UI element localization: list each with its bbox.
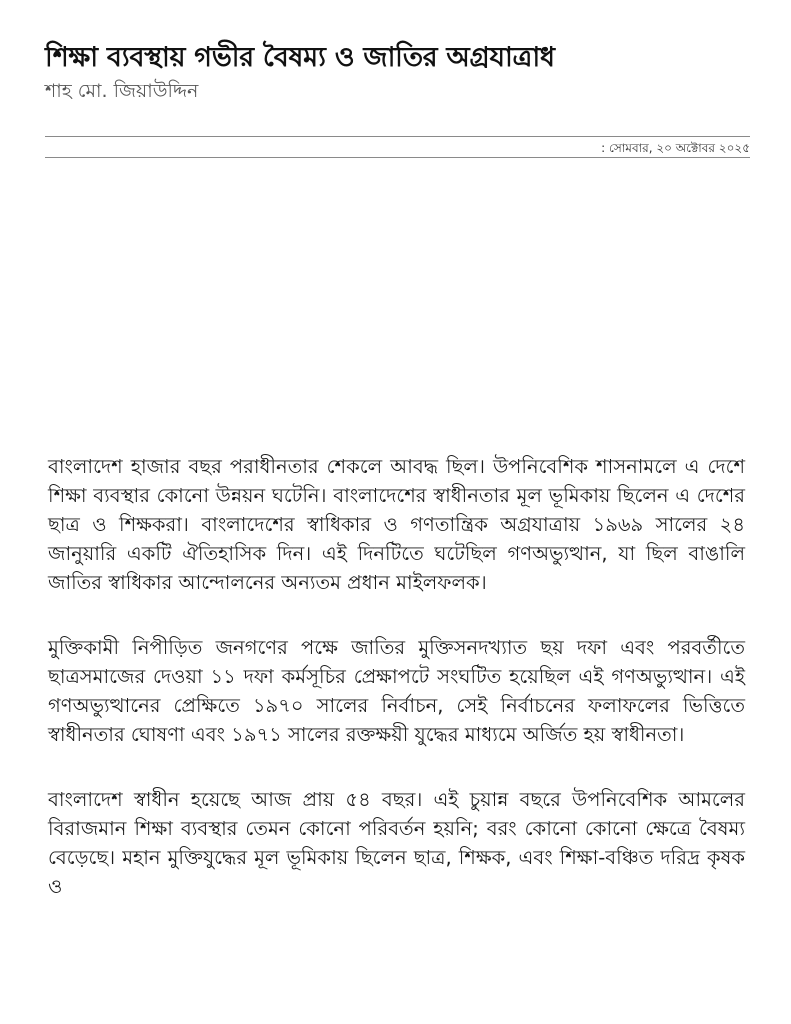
article-image-placeholder xyxy=(45,170,750,440)
publish-date: : সোমবার, ২০ অক্টোবর ২০২৫ xyxy=(601,141,750,155)
article-paragraph: বাংলাদেশ স্বাধীন হয়েছে আজ প্রায় ৫৪ বছর। এই চুয়ান্ন বছরে উপনিবেশিক আমলের বিরাজমান শিক্ষা ব্যবস্থার তেমন কোনো পরিবর্তন হয়নি; বরং কোনো কোনো ক্ষেত্রে বৈষম্য বেড়েছে। মহান মুক্তিযুদ্ধের মূল ভূমিকায় ছিলেন ছাত্র, শিক্ষক, এবং শিক্ষা-বঞ্চিত দরিদ্র কৃষক ও xyxy=(48,788,745,898)
publish-date-bar xyxy=(45,136,750,158)
article-body xyxy=(48,452,745,937)
article-header xyxy=(45,38,750,104)
article-title: শিক্ষা ব্যবস্থায় গভীর বৈষম্য ও জাতির অগ্রযাত্রাধ xyxy=(45,42,555,73)
article-paragraph: মুক্তিকামী নিপীড়িত জনগণের পক্ষে জাতির মুক্তিসনদখ্যাত ছয় দফা এবং পরবর্তীতে ছাত্রসমাজের দেওয়া ১১ দফা কর্মসূচির প্রেক্ষাপটে সংঘটিত হয়েছিল এই গণঅভ্যুত্থান। এই গণঅভ্যুত্থানের প্রেক্ষিতে ১৯৭০ সালের নির্বাচন, সেই নির্বাচনের ফলাফলের ভিত্তিতে স্বাধীনতার ঘোষণা এবং ১৯৭১ সালের রক্তক্ষয়ী যুদ্ধের মাধ্যমে অর্জিত হয় স্বাধীনতা। xyxy=(48,636,745,746)
article-author[interactable]: শাহ মো. জিয়াউদ্দিন xyxy=(45,80,199,102)
article-paragraph: বাংলাদেশ হাজার বছর পরাধীনতার শেকলে আবদ্ধ ছিল। উপনিবেশিক শাসনামলে এ দেশে শিক্ষা ব্যবস্থার কোনো উন্নয়ন ঘটেনি। বাংলাদেশের স্বাধীনতার মূল ভূমিকায় ছিলেন এ দেশের ছাত্র ও শিক্ষকরা। বাংলাদেশের স্বাধিকার ও গণতান্ত্রিক অগ্রযাত্রায় ১৯৬৯ সালের ২৪ জানুয়ারি একটি ঐতিহাসিক দিন। এই দিনটিতে ঘটেছিল গণঅভ্যুত্থান, যা ছিল বাঙালি জাতির স্বাধিকার আন্দোলনের অন্যতম প্রধান মাইলফলক। xyxy=(48,455,745,594)
